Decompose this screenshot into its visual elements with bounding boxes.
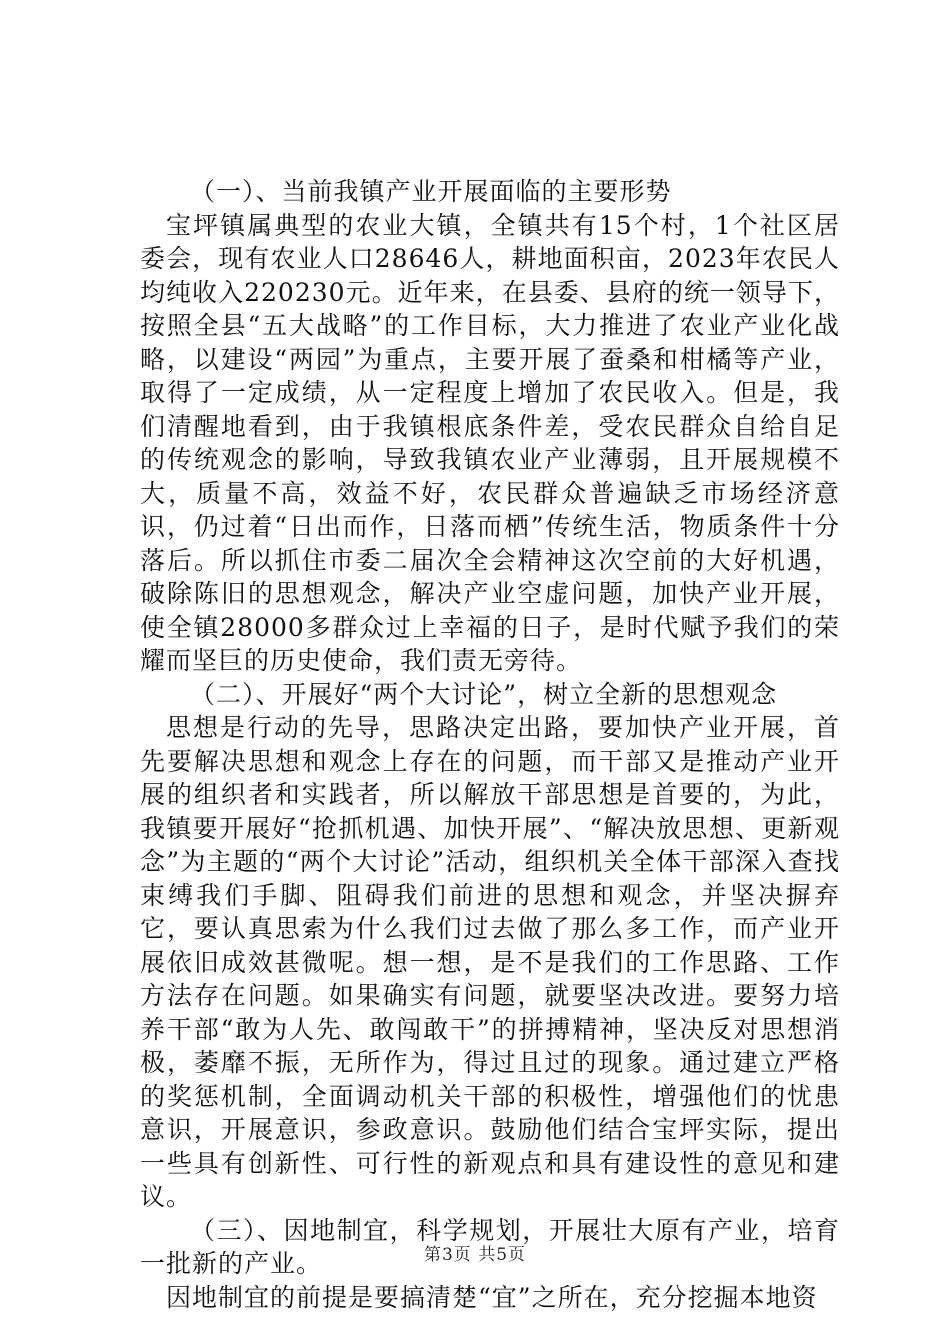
paragraph-3: 因地制宜的前提是要搞清楚“宜”之所在，充分挖掘本地资 — [166, 1282, 818, 1312]
section-heading-2: （二）、开展好“两个大讨论”，树立全新的思想观念 — [190, 679, 778, 709]
page-footer: 第3页 共5页 — [423, 1245, 527, 1265]
document-body — [140, 175, 840, 1314]
paragraph-2: 思想是行动的先导，思路决定出路，要加快产业开展，首先要解决思想和观念上存在的问题，而干部又是推动产业开展的组织者和实践者，所以解放干部思想是首要的，为此，我镇要开展好“抢抓机遇、加快开展”、“解决放思想、更新观念”为主题的“两个大讨论”活动，组织机关全体干部深入查找束缚我们手脚、阻碍我们前进的思想和观念，并坚决摒弃它，要认真思索为什么我们过去做了那么多工作，而产业开展依旧成效甚微呢。想一想，是不是我们的工作思路、工作方法存在问题。如果确实有问题，就要坚决改进。要努力培养干部“敢为人先、敢闯敢干”的拼搏精神，坚决反对思想消极，萎靡不振，无所作为，得过且过的现象。通过建立严格的奖惩机制，全面调动机关干部的积极性，增强他们的忧患意识，开展意识，参政意识。鼓励他们结合宝坪实际，提出一些具有创新性、可行性的新观点和具有建设性的意见和建议。 — [140, 713, 840, 1211]
section-heading-1: （一）、当前我镇产业开展面临的主要形势 — [190, 177, 672, 206]
paragraph-1: 宝坪镇属典型的农业大镇，全镇共有15个村，1个社区居委会，现有农业人口28646人，耕地面积亩，2023年农民人均纯收入220230元。近年来，在县委、县府的统一领导下，按照全县“五大战略”的工作目标，大力推进了农业产业化战略，以建设“两园”为重点，主要开展了蚕桑和柑橘等产业，取得了一定成绩，从一定程度上增加了农民收入。但是，我们清醒地看到，由于我镇根底条件差，受农民群众自给自足的传统观念的影响，导致我镇农业产业薄弱，且开展规模不大，质量不高，效益不好，农民群众普遍缺乏市场经济意识，仍过着“日出而作，日落而栖”传统生活，物质条件十分落后。所以抓住市委二届次全会精神这次空前的大好机遇，破除陈旧的思想观念，解决产业空虚问题，加快产业开展，使全镇28000多群众过上幸福的日子，是时代赋予我们的荣耀而坚巨的历史使命，我们责无旁待。 — [140, 210, 840, 675]
section-heading-3: （三）、因地制宜，科学规划，开展壮大原有产业，培育一批新的产业。 — [140, 1215, 840, 1278]
